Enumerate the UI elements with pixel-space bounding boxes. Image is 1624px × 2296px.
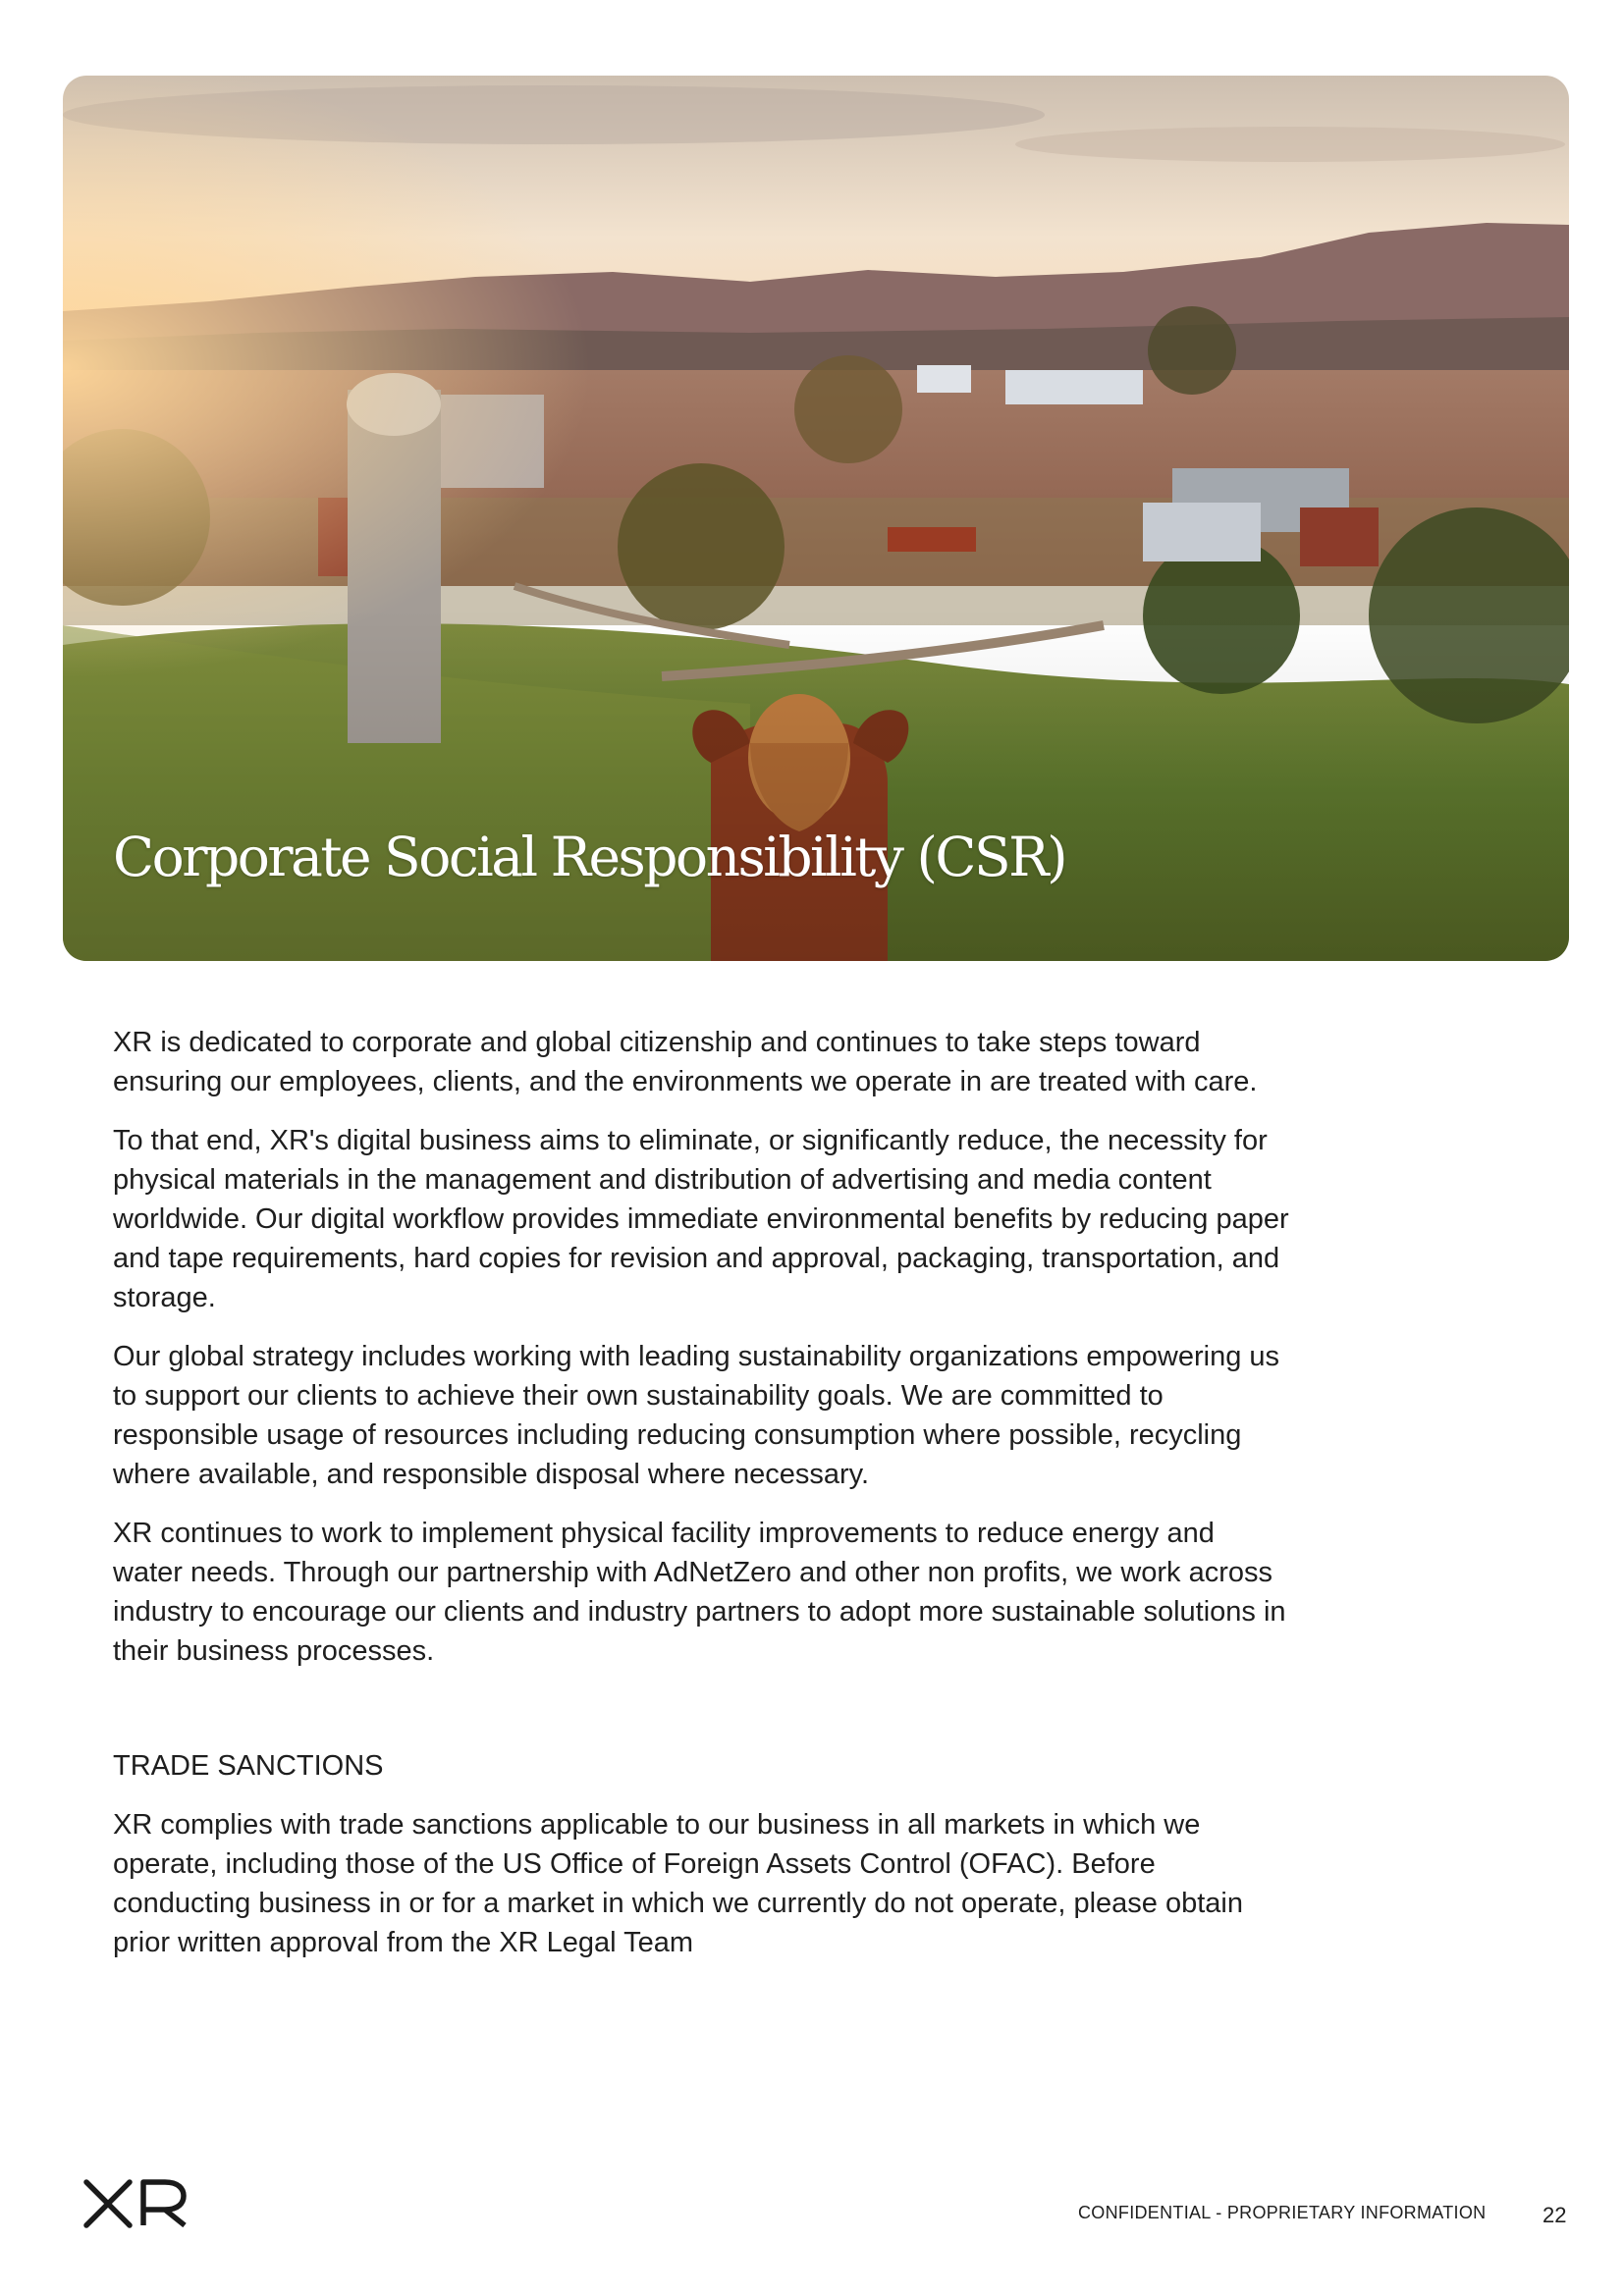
- body-content: [113, 1023, 1291, 1982]
- page-number: 22: [1543, 2203, 1567, 2227]
- xr-logo: [82, 2179, 189, 2228]
- confidential-label: CONFIDENTIAL - PROPRIETARY INFORMATION: [1078, 2203, 1487, 2222]
- paragraph: XR continues to work to implement physical facility improvements to reduce energy and water needs. Through our partnership with AdNetZero and other non profits, we work across industry to encourage our clients and industry partners to adopt more sustainable solutions in their business processes.: [113, 1518, 1286, 1667]
- paragraph: XR is dedicated to corporate and global citizenship and continues to take steps toward ensuring our employees, clients, and the environments we operate in are treated with care.: [113, 1027, 1258, 1097]
- paragraph: Our global strategy includes working with leading sustainability organizations empowering us to support our clients to achieve their own sustainability goals. We are committed to responsible usage of resources including reducing consumption where possible, recycling where available, and responsible disposal where necessary.: [113, 1341, 1280, 1490]
- section-heading-trade-sanctions: TRADE SANCTIONS: [113, 1750, 384, 1782]
- logo-text: XR: [82, 2179, 84, 2180]
- page-title: Corporate Social Responsibility (CSR): [113, 826, 1066, 888]
- paragraph: To that end, XR's digital business aims to eliminate, or significantly reduce, the necessity for physical materials in the management and distribution of advertising and media content worldwide. Our digital workflow provides immediate environmental benefits by reducing paper and tape requirements, hard copies for revision and approval, packaging, transportation, and storage.: [113, 1125, 1289, 1313]
- hero-image: [63, 76, 1569, 961]
- paragraph: XR complies with trade sanctions applicable to our business in all markets in which we operate, including those of the US Office of Foreign Assets Control (OFAC). Before conducting business in or for a market in which we currently do not operate, please obtain prior written approval from the XR Legal Team: [113, 1809, 1243, 1958]
